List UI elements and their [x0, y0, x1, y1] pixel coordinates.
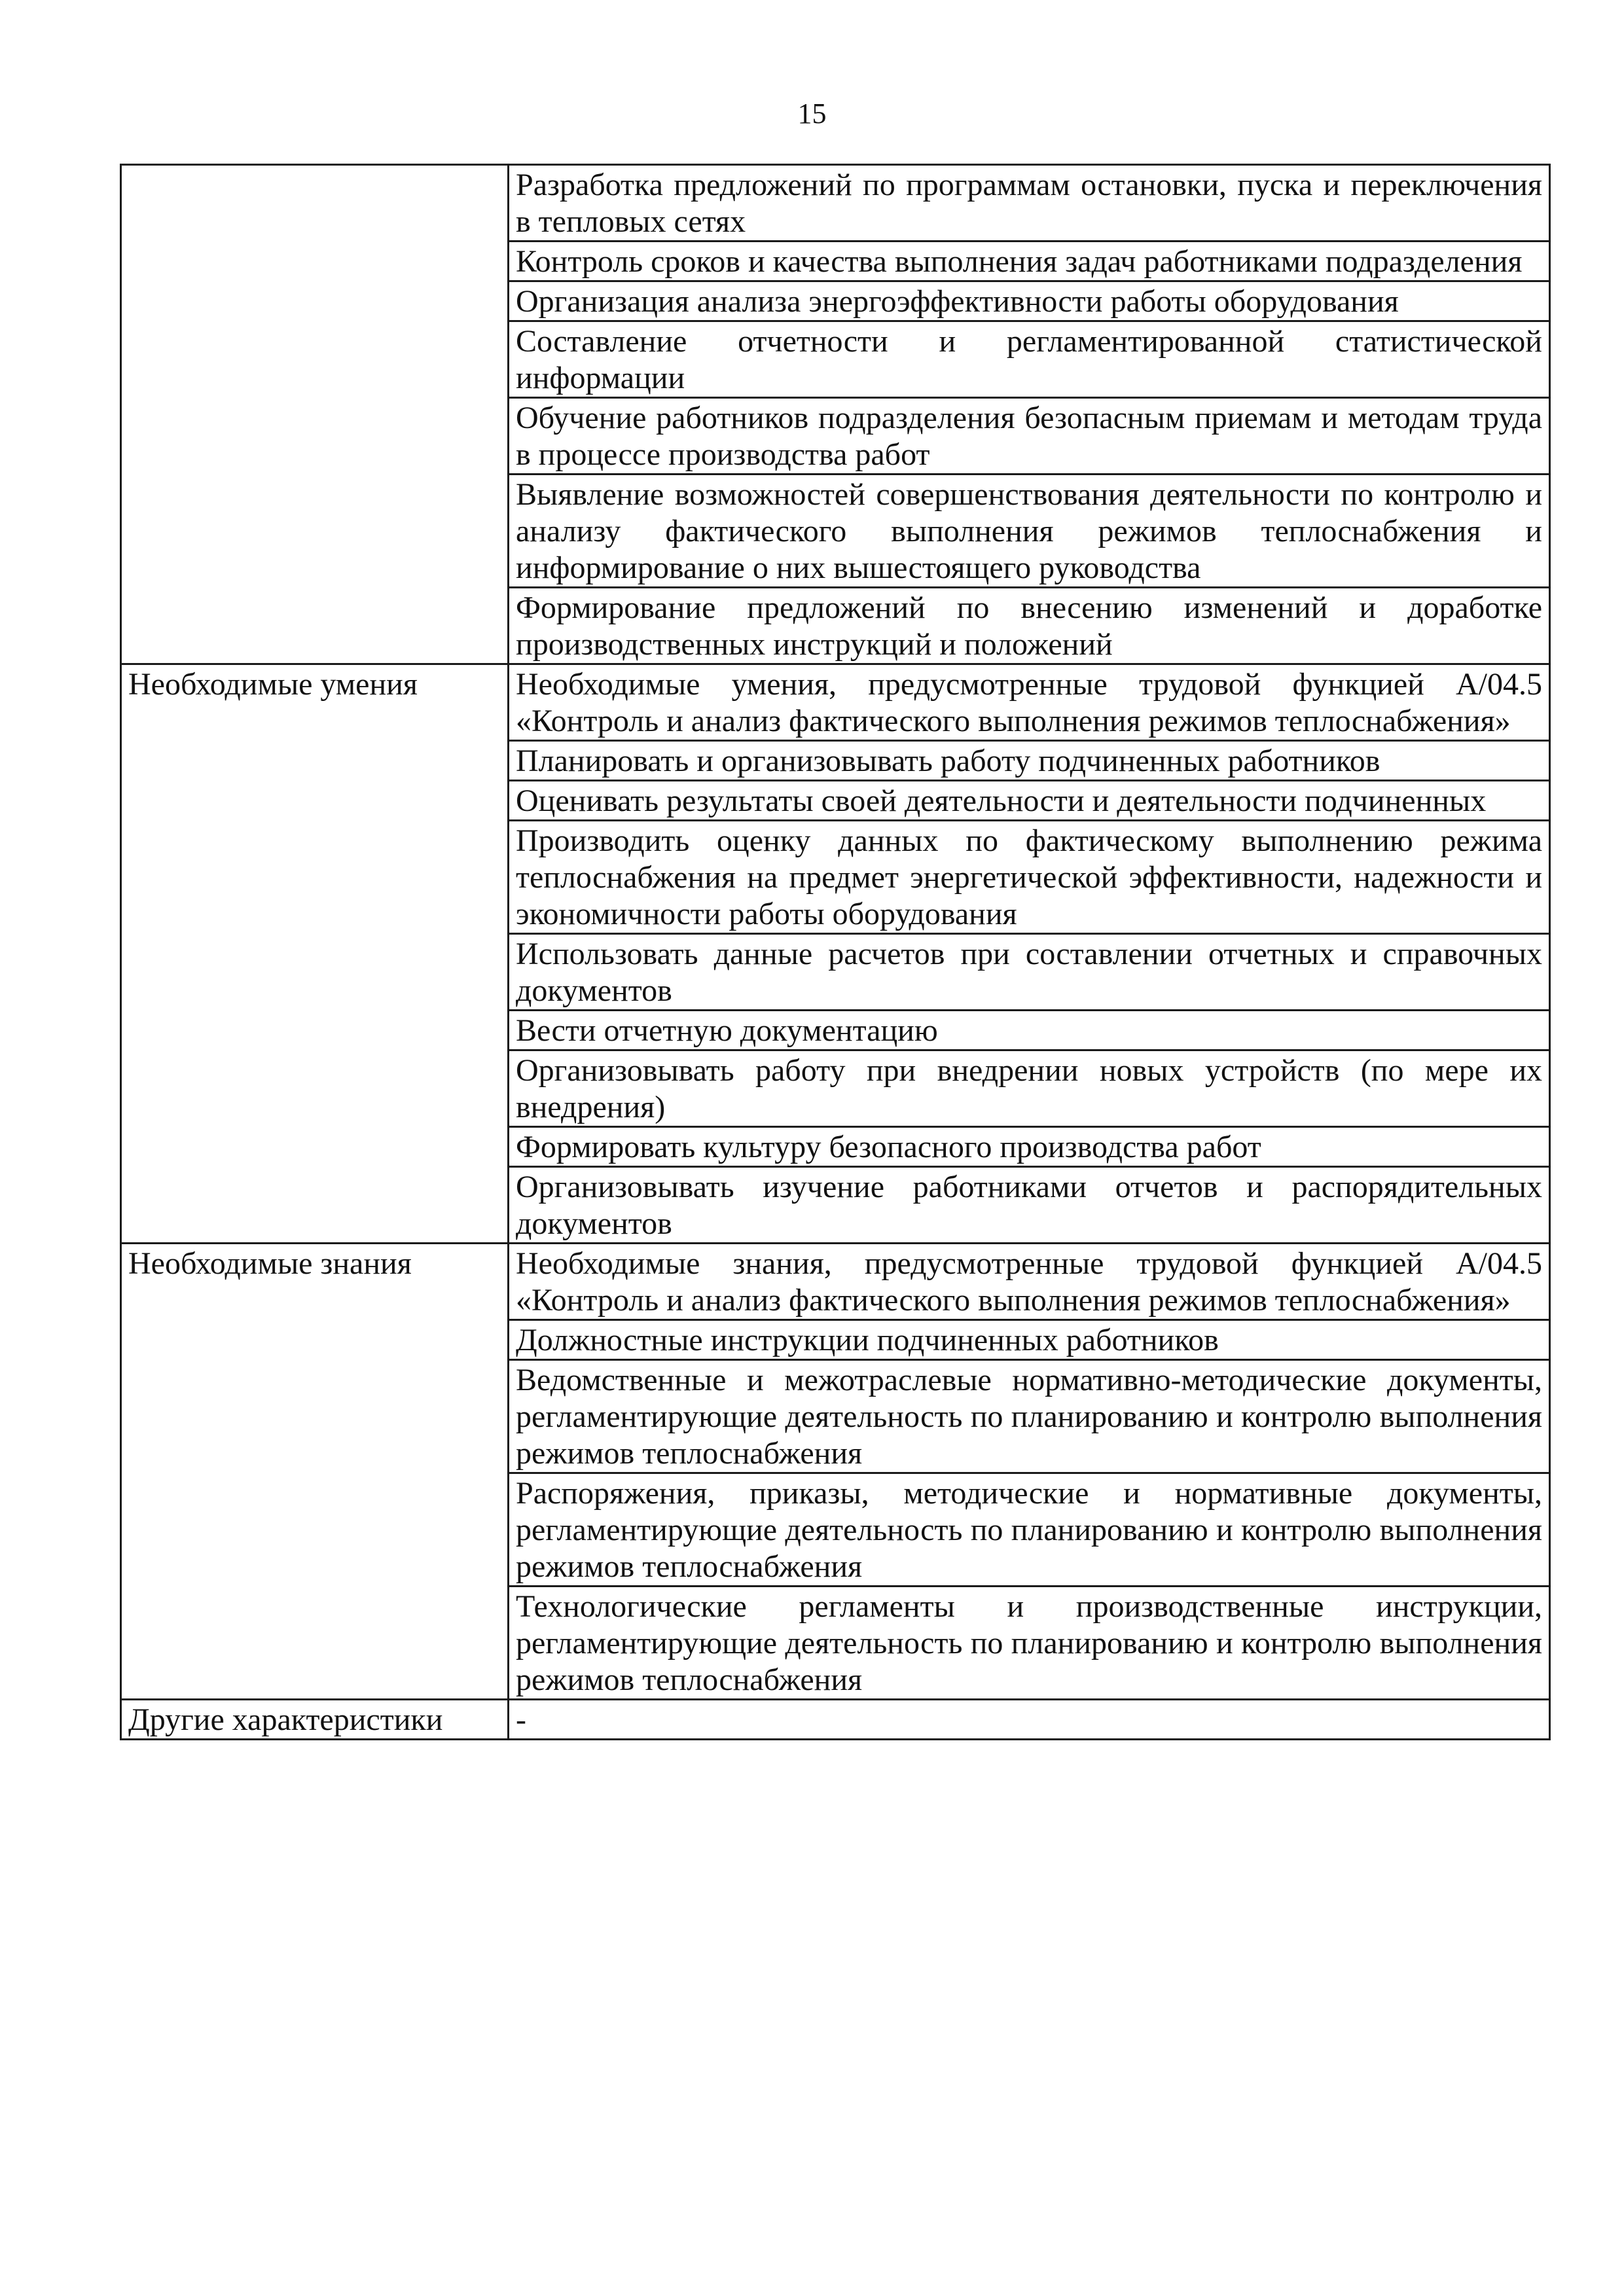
table-cell: Распоряжения, приказы, методические и нормативные документы, регламентирующие деятельность по планированию и контролю выполнения режимов теплоснабжения — [509, 1473, 1550, 1587]
table-cell: Составление отчетности и регламентированной статистической информации — [509, 321, 1550, 398]
table-cell: Вести отчетную документацию — [509, 1011, 1550, 1050]
table-cell: Технологические регламенты и производственные инструкции, регламентирующие деятельность по планированию и контролю выполнения режимов теплоснабжения — [509, 1587, 1550, 1700]
table-cell: Формирование предложений по внесению изменений и доработке производственных инструкций и положений — [509, 588, 1550, 664]
section-label-knowledge: Необходимые знания — [121, 1244, 509, 1700]
table-cell: Необходимые знания, предусмотренные трудовой функцией А/04.5 «Контроль и анализ фактического выполнения режимов теплоснабжения» — [509, 1244, 1550, 1320]
table-cell: Выявление возможностей совершенствования деятельности по контролю и анализу фактического выполнения режимов теплоснабжения и информирование о них вышестоящего руководства — [509, 475, 1550, 588]
table-cell: Необходимые умения, предусмотренные трудовой функцией А/04.5 «Контроль и анализ фактического выполнения режимов теплоснабжения» — [509, 664, 1550, 741]
table-cell: Должностные инструкции подчиненных работников — [509, 1320, 1550, 1360]
table-cell: Формировать культуру безопасного производства работ — [509, 1127, 1550, 1167]
table-cell: - — [509, 1700, 1550, 1740]
table-cell: Оценивать результаты своей деятельности и деятельности подчиненных — [509, 781, 1550, 821]
table-cell: Организация анализа энергоэффективности работы оборудования — [509, 281, 1550, 321]
table-cell: Производить оценку данных по фактическому выполнению режима теплоснабжения на предмет энергетической эффективности, надежности и экономичности работы оборудования — [509, 821, 1550, 934]
section-label-continued — [121, 165, 509, 664]
table-cell: Разработка предложений по программам остановки, пуска и переключения в тепловых сетях — [509, 165, 1550, 242]
table-row — [121, 165, 1550, 242]
section-label-other: Другие характеристики — [121, 1700, 509, 1740]
section-label-skills: Необходимые умения — [121, 664, 509, 1244]
table-cell: Планировать и организовывать работу подчиненных работников — [509, 741, 1550, 781]
labor-function-table — [120, 164, 1551, 1740]
table-cell: Организовывать изучение работниками отчетов и распорядительных документов — [509, 1167, 1550, 1244]
page-number: 15 — [797, 98, 827, 130]
table-cell: Обучение работников подразделения безопасным приемам и методам труда в процессе производства работ — [509, 398, 1550, 475]
table-row — [121, 1244, 1550, 1320]
table-cell: Ведомственные и межотраслевые нормативно-методические документы, регламентирующие деятельность по планированию и контролю выполнения режимов теплоснабжения — [509, 1360, 1550, 1473]
table-cell: Использовать данные расчетов при составлении отчетных и справочных документов — [509, 934, 1550, 1011]
table-row — [121, 1700, 1550, 1740]
table-row — [121, 664, 1550, 741]
table-cell: Организовывать работу при внедрении новых устройств (по мере их внедрения) — [509, 1050, 1550, 1127]
table-cell: Контроль сроков и качества выполнения задач работниками подразделения — [509, 242, 1550, 281]
